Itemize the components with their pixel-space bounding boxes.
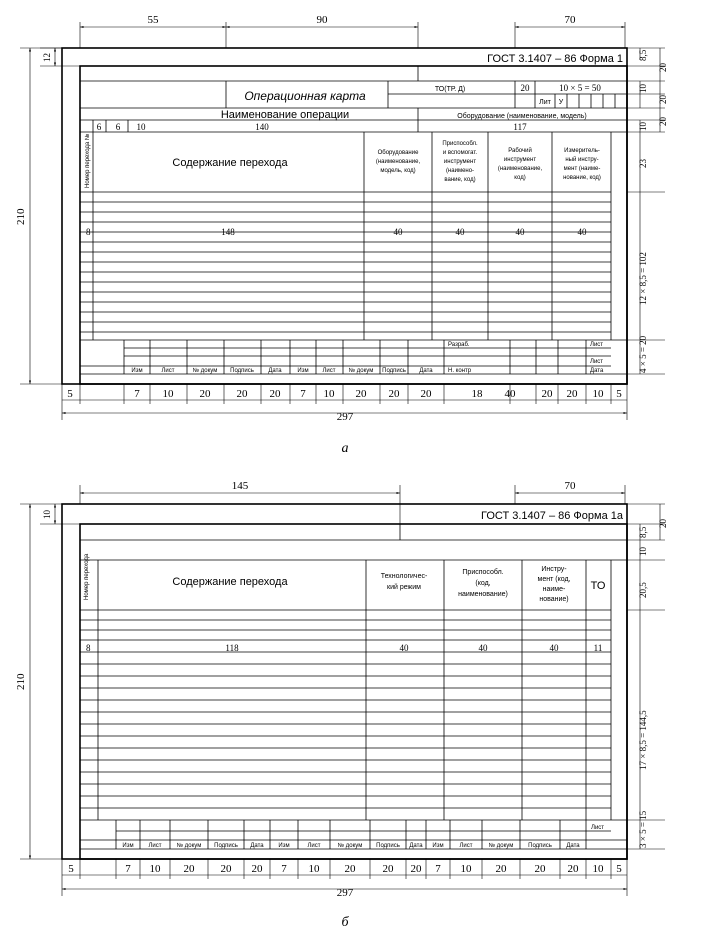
dim-70-b: 70: [564, 480, 576, 492]
col-equip-2: (наименование,: [375, 159, 421, 165]
sign-a-1: Лист: [161, 368, 175, 374]
col-fixture-5: вание, код): [444, 177, 476, 183]
col-no-b-1: Номер перехода: [84, 553, 90, 600]
dim-40b-1: 40: [399, 643, 409, 653]
col-fix-b-2: (код,: [475, 580, 491, 587]
col-fixture-1: Приспособл.: [442, 141, 478, 147]
sign-b-0: Изм: [122, 843, 134, 849]
sign-a-2: № докум: [192, 368, 218, 374]
col-measure-2: ный инстру-: [565, 157, 599, 163]
sign-a-5: Изм: [297, 368, 309, 374]
form-a: [15, 14, 668, 456]
dim-20-hdr: 20: [520, 83, 530, 93]
dim-117: 117: [513, 122, 527, 132]
bdim-a-5: 20: [269, 388, 281, 400]
col-measure-1: Измеритель-: [564, 148, 600, 154]
col-tool-2: инструмент: [503, 157, 537, 163]
rdim-b-0: 8,5: [638, 526, 648, 538]
sign-a-0: Изм: [131, 368, 143, 374]
form-b-inner-frame: [80, 524, 627, 859]
bdim-b-11: 7: [435, 863, 441, 875]
form-b-title: ГОСТ 3.1407 – 86 Форма 1а: [481, 510, 623, 522]
sign-a-6: Лист: [322, 368, 336, 374]
rdim-a-4: 10: [638, 122, 648, 131]
sign-b-12: № докум: [488, 843, 514, 849]
bdim-a-11: 18: [471, 388, 483, 400]
rdim-a-7: 12 × 8,5 = 102: [638, 252, 648, 305]
sign-b-1: Лист: [148, 843, 162, 849]
form-a-title: ГОСТ 3.1407 – 86 Форма 1: [487, 53, 623, 65]
ldim-b-210: 210: [15, 673, 27, 690]
col-tech-1: Технологичес-: [380, 573, 428, 580]
col-fixture-2: и вспомогат.: [442, 150, 478, 156]
dim-8a: 8: [86, 227, 91, 237]
col-measure-4: нование, код): [563, 175, 601, 181]
ldim-b-10: 10: [42, 510, 52, 519]
rdim-b-3: 20,5: [638, 582, 648, 598]
bdim-b-9: 20: [382, 863, 394, 875]
col-fixture-4: (наимено-: [445, 168, 475, 174]
form-a-top-dims: [80, 14, 625, 48]
ldim-a-12: 12: [42, 53, 52, 62]
sign-a-7: № докум: [348, 368, 374, 374]
dim-6b: 6: [115, 122, 121, 132]
bdim-b-6: 7: [281, 863, 287, 875]
bdim-b-7: 10: [308, 863, 320, 875]
form-b-left-dims: [20, 504, 80, 859]
bdim-a-6: 7: [300, 388, 306, 400]
equip-header: Оборудование (наименование, модель): [457, 113, 587, 120]
list-label-a1: Лист: [590, 342, 604, 348]
sign-a-9: Дата: [419, 368, 433, 374]
bdim-a-15: 10: [592, 388, 604, 400]
sign-b-14: Дата: [566, 843, 580, 849]
form-a-body-rows: [80, 202, 627, 340]
dim-70: 70: [564, 14, 576, 26]
bdim-a-2: 10: [162, 388, 174, 400]
form-b: [15, 480, 668, 930]
bdim-b-13: 20: [495, 863, 507, 875]
dim-40b-3: 40: [549, 643, 559, 653]
dim-8b: 8: [86, 643, 91, 653]
bdim-b-1: 7: [125, 863, 131, 875]
sign-b-6: Лист: [307, 843, 321, 849]
col-tech-2: кий режим: [387, 584, 421, 591]
sign-b-5: Изм: [278, 843, 290, 849]
bdim-b-17: 5: [616, 863, 622, 875]
razrab-label: Разраб.: [448, 342, 470, 348]
rdim-b-1: 20: [658, 519, 668, 528]
bdim-b-10: 20: [410, 863, 422, 875]
sign-b-10: Изм: [432, 843, 444, 849]
form-a-left-dims: [20, 48, 80, 384]
col-fixture-3: инструмент: [443, 159, 477, 165]
sign-b-7: № докум: [337, 843, 363, 849]
rdim-a-1: 20: [658, 63, 668, 72]
col-fix-b-3: наименование): [458, 591, 508, 598]
dim-40b-2: 40: [478, 643, 488, 653]
list-label-a2: Лист: [590, 359, 604, 365]
rdim-b-5: 3 × 5 = 15: [638, 810, 648, 848]
bdim-b-14: 20: [534, 863, 546, 875]
bdim-a-3: 20: [199, 388, 211, 400]
dim-11: 11: [593, 643, 603, 653]
col-tool-b-2: мент (код,: [537, 576, 571, 583]
rdim-b-4: 17 × 8,5 = 144,5: [638, 710, 648, 770]
col-tool-1: Рабочий: [508, 148, 532, 154]
col-measure-3: мент (наиме-: [563, 166, 601, 172]
rdim-a-5: 20: [658, 117, 668, 126]
col-tool-3: (наименование,: [497, 166, 543, 172]
sign-b-13: Подпись: [528, 843, 552, 849]
dim-40b: 40: [455, 227, 465, 237]
bdim-a-7: 10: [323, 388, 335, 400]
op-name: Наименование операции: [220, 109, 350, 121]
dim-40c: 40: [515, 227, 525, 237]
caption-b: б: [341, 915, 349, 930]
rdim-a-3: 20: [658, 95, 668, 104]
bdim-a-0: 5: [67, 388, 73, 400]
dim-145: 145: [231, 480, 249, 492]
bdim-b-4: 20: [220, 863, 232, 875]
sign-b-4: Дата: [250, 843, 264, 849]
rdim-a-2: 10: [638, 84, 648, 93]
total-a: 297: [336, 411, 354, 423]
to-label: ТО(ТР. Д): [434, 86, 466, 93]
dim-10x5: 10 × 5 = 50: [559, 83, 601, 93]
col-no-a: Номер перехода №: [85, 133, 91, 188]
sign-b-8: Подпись: [376, 843, 400, 849]
col-to: ТО: [590, 580, 606, 592]
ldim-a-210: 210: [15, 208, 27, 225]
sign-b-2: № докум: [176, 843, 202, 849]
form-b-body-rows: [80, 620, 627, 820]
caption-a: а: [341, 441, 349, 456]
sign-a-4: Дата: [268, 368, 282, 374]
sign-b-11: Лист: [459, 843, 473, 849]
bdim-b-15: 20: [567, 863, 579, 875]
rdim-a-6: 23: [638, 159, 648, 168]
col-tool-b-1: Инстру-: [541, 566, 567, 573]
col-tool-4: код): [514, 175, 526, 181]
bdim-a-14: 20: [566, 388, 578, 400]
content-header-b: Содержание перехода: [172, 576, 288, 588]
dim-118: 118: [225, 643, 239, 653]
rdim-a-8: 4 × 5 = 20: [638, 335, 648, 373]
col-equip-1: Оборудование: [377, 150, 419, 156]
rdim-b-2: 10: [638, 547, 648, 556]
card-title: Операционная карта: [244, 89, 366, 103]
total-b: 297: [336, 887, 354, 899]
dim-40a: 40: [393, 227, 403, 237]
bdim-b-3: 20: [183, 863, 195, 875]
sign-a-8: Подпись: [382, 368, 406, 374]
dim-148: 148: [221, 227, 235, 237]
form-b-outer-frame: [62, 504, 627, 859]
sign-a-3: Подпись: [230, 368, 254, 374]
col-tool-b-4: нование): [539, 596, 569, 603]
list-label-b: Лист: [591, 825, 605, 831]
bdim-b-16: 10: [592, 863, 604, 875]
bdim-a-10: 20: [420, 388, 432, 400]
dim-40d: 40: [577, 227, 587, 237]
bdim-b-8: 20: [344, 863, 356, 875]
bdim-a-1: 7: [134, 388, 140, 400]
col-fix-b-1: Приспособл.: [462, 569, 504, 576]
bdim-a-12: 40: [504, 388, 516, 400]
bdim-b-12: 10: [460, 863, 472, 875]
bdim-b-0: 5: [68, 863, 74, 875]
dim-90: 90: [316, 14, 328, 26]
bdim-b-2: 10: [149, 863, 161, 875]
bdim-a-13: 20: [541, 388, 553, 400]
bdim-a-16: 5: [616, 388, 622, 400]
rdim-a-0: 8,5: [638, 49, 648, 61]
u-label: У: [558, 99, 564, 106]
sign-b-9: Дата: [409, 843, 423, 849]
dim-140: 140: [255, 122, 269, 132]
sign-b-3: Подпись: [214, 843, 238, 849]
dim-10: 10: [136, 122, 146, 132]
bdim-a-4: 20: [236, 388, 248, 400]
bdim-a-9: 20: [388, 388, 400, 400]
lit-label: Лит: [539, 99, 551, 106]
data-label-a: Дата: [590, 368, 604, 374]
col-tool-b-3: наиме-: [542, 586, 566, 593]
nkontr-label: Н. контр: [448, 368, 472, 374]
bdim-a-8: 20: [355, 388, 367, 400]
bdim-b-5: 20: [251, 863, 263, 875]
content-header-a: Содержание перехода: [172, 157, 288, 169]
col-equip-3: модель, код): [380, 168, 416, 174]
dim-6a: 6: [96, 122, 102, 132]
dim-55: 55: [147, 14, 159, 26]
